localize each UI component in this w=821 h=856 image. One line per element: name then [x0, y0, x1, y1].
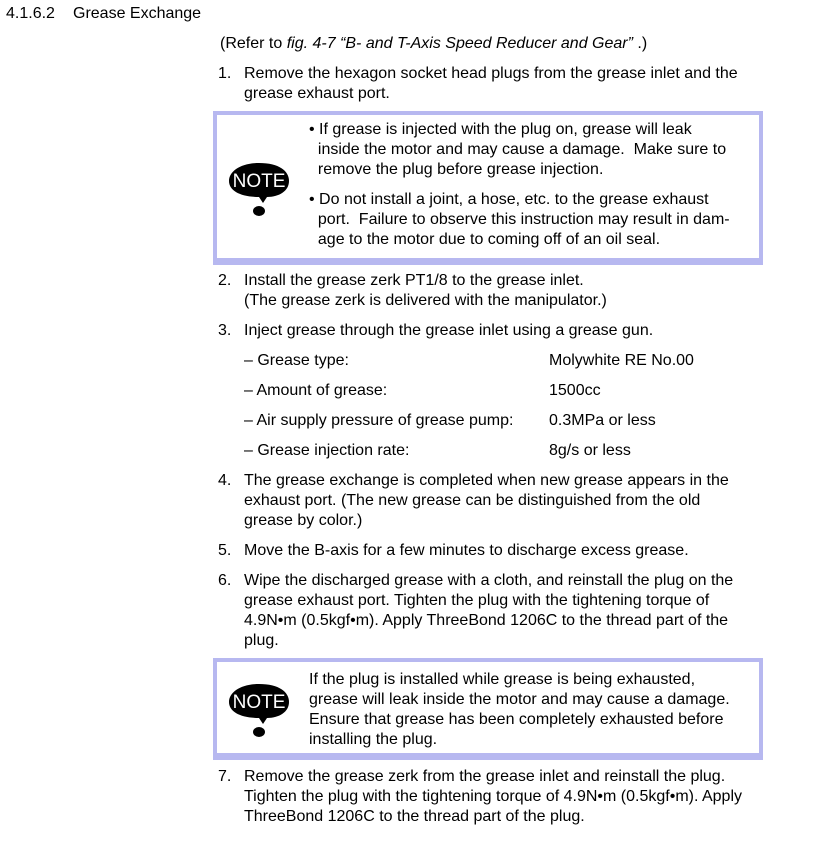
refer-suffix: .) — [632, 35, 648, 52]
step-number: 7. — [218, 768, 232, 785]
note-text-line: Ensure that grease has been completely exhausted before — [309, 711, 724, 728]
spec-label: – Amount of grease: — [244, 382, 388, 399]
note-icon — [229, 159, 289, 219]
section-title: Grease Exchange — [73, 5, 202, 22]
note-bullet-line: • Do not install a joint, a hose, etc. to the grease exhaust — [309, 191, 709, 208]
step-text-line: Install the grease zerk PT1/8 to the grease inlet. — [244, 272, 584, 289]
figure-reference — [220, 34, 647, 54]
note-box — [213, 658, 763, 757]
step-text-line: (The grease zerk is delivered with the manipulator.) — [244, 292, 607, 309]
step-text-line: The grease exchange is completed when new grease appears in the — [244, 472, 729, 489]
step-text-line: grease exhaust port. Tighten the plug with the tightening torque of — [244, 592, 710, 609]
step-number: 2. — [218, 272, 232, 289]
note-box — [213, 111, 763, 262]
step-text-line: Wipe the discharged grease with a cloth, and reinstall the plug on the — [244, 572, 734, 589]
step-number: 5. — [218, 542, 232, 559]
note-bullet-line: • If grease is injected with the plug on, grease will leak — [309, 121, 692, 138]
step-text-line: grease by color.) — [244, 512, 363, 529]
note-icon-label: NOTE — [232, 171, 286, 192]
spec-value: 8g/s or less — [549, 442, 631, 459]
step-text-line: plug. — [244, 632, 279, 649]
refer-prefix: (Refer to — [220, 35, 287, 52]
spec-value: 1500cc — [549, 382, 601, 399]
step-text-line: Inject grease through the grease inlet using a grease gun. — [244, 322, 654, 339]
step-text-line: Remove the grease zerk from the grease inlet and reinstall the plug. — [244, 768, 726, 785]
step-text-line: ThreeBond 1206C to the thread part of the plug. — [244, 808, 585, 825]
step-text-line: 4.9N•m (0.5kgf•m). Apply ThreeBond 1206C to the thread part of the — [244, 612, 729, 629]
section-number: 4.1.6.2 — [6, 5, 55, 22]
step-number: 4. — [218, 472, 232, 489]
spec-label: – Air supply pressure of grease pump: — [244, 412, 514, 429]
note-icon — [229, 680, 289, 740]
note-bullet-line: remove the plug before grease injection. — [309, 161, 604, 178]
note-bullet-line: inside the motor and may cause a damage. Make sure to — [309, 141, 727, 158]
spec-value: 0.3MPa or less — [549, 412, 656, 429]
step-number: 3. — [218, 322, 232, 339]
note-text-line: If the plug is installed while grease is being exhausted, — [309, 671, 696, 688]
refer-figure: fig. 4-7 “B- and T-Axis Speed Reducer and Gear” — [286, 35, 633, 52]
step-number: 6. — [218, 572, 232, 589]
step-text-line: Move the B-axis for a few minutes to discharge excess grease. — [244, 542, 689, 559]
step-text-line: exhaust port. (The new grease can be distinguished from the old — [244, 492, 701, 509]
note-bullet-line: port. Failure to observe this instruction may result in dam- — [309, 211, 730, 228]
note-bullet-line: age to the motor due to coming off of an oil seal. — [309, 231, 661, 248]
note-text-line: installing the plug. — [309, 731, 438, 748]
step-number: 1. — [218, 65, 232, 82]
note-text-line: grease will leak inside the motor and may cause a damage. — [309, 691, 730, 708]
step-text-line: Tighten the plug with the tightening torque of 4.9N•m (0.5kgf•m). Apply — [244, 788, 742, 805]
spec-value: Molywhite RE No.00 — [549, 352, 694, 369]
spec-label: – Grease injection rate: — [244, 442, 410, 459]
step-text-line: grease exhaust port. — [244, 85, 390, 102]
step-text-line: Remove the hexagon socket head plugs from the grease inlet and the — [244, 65, 738, 82]
spec-label: – Grease type: — [244, 352, 349, 369]
note-icon-label: NOTE — [232, 692, 286, 713]
